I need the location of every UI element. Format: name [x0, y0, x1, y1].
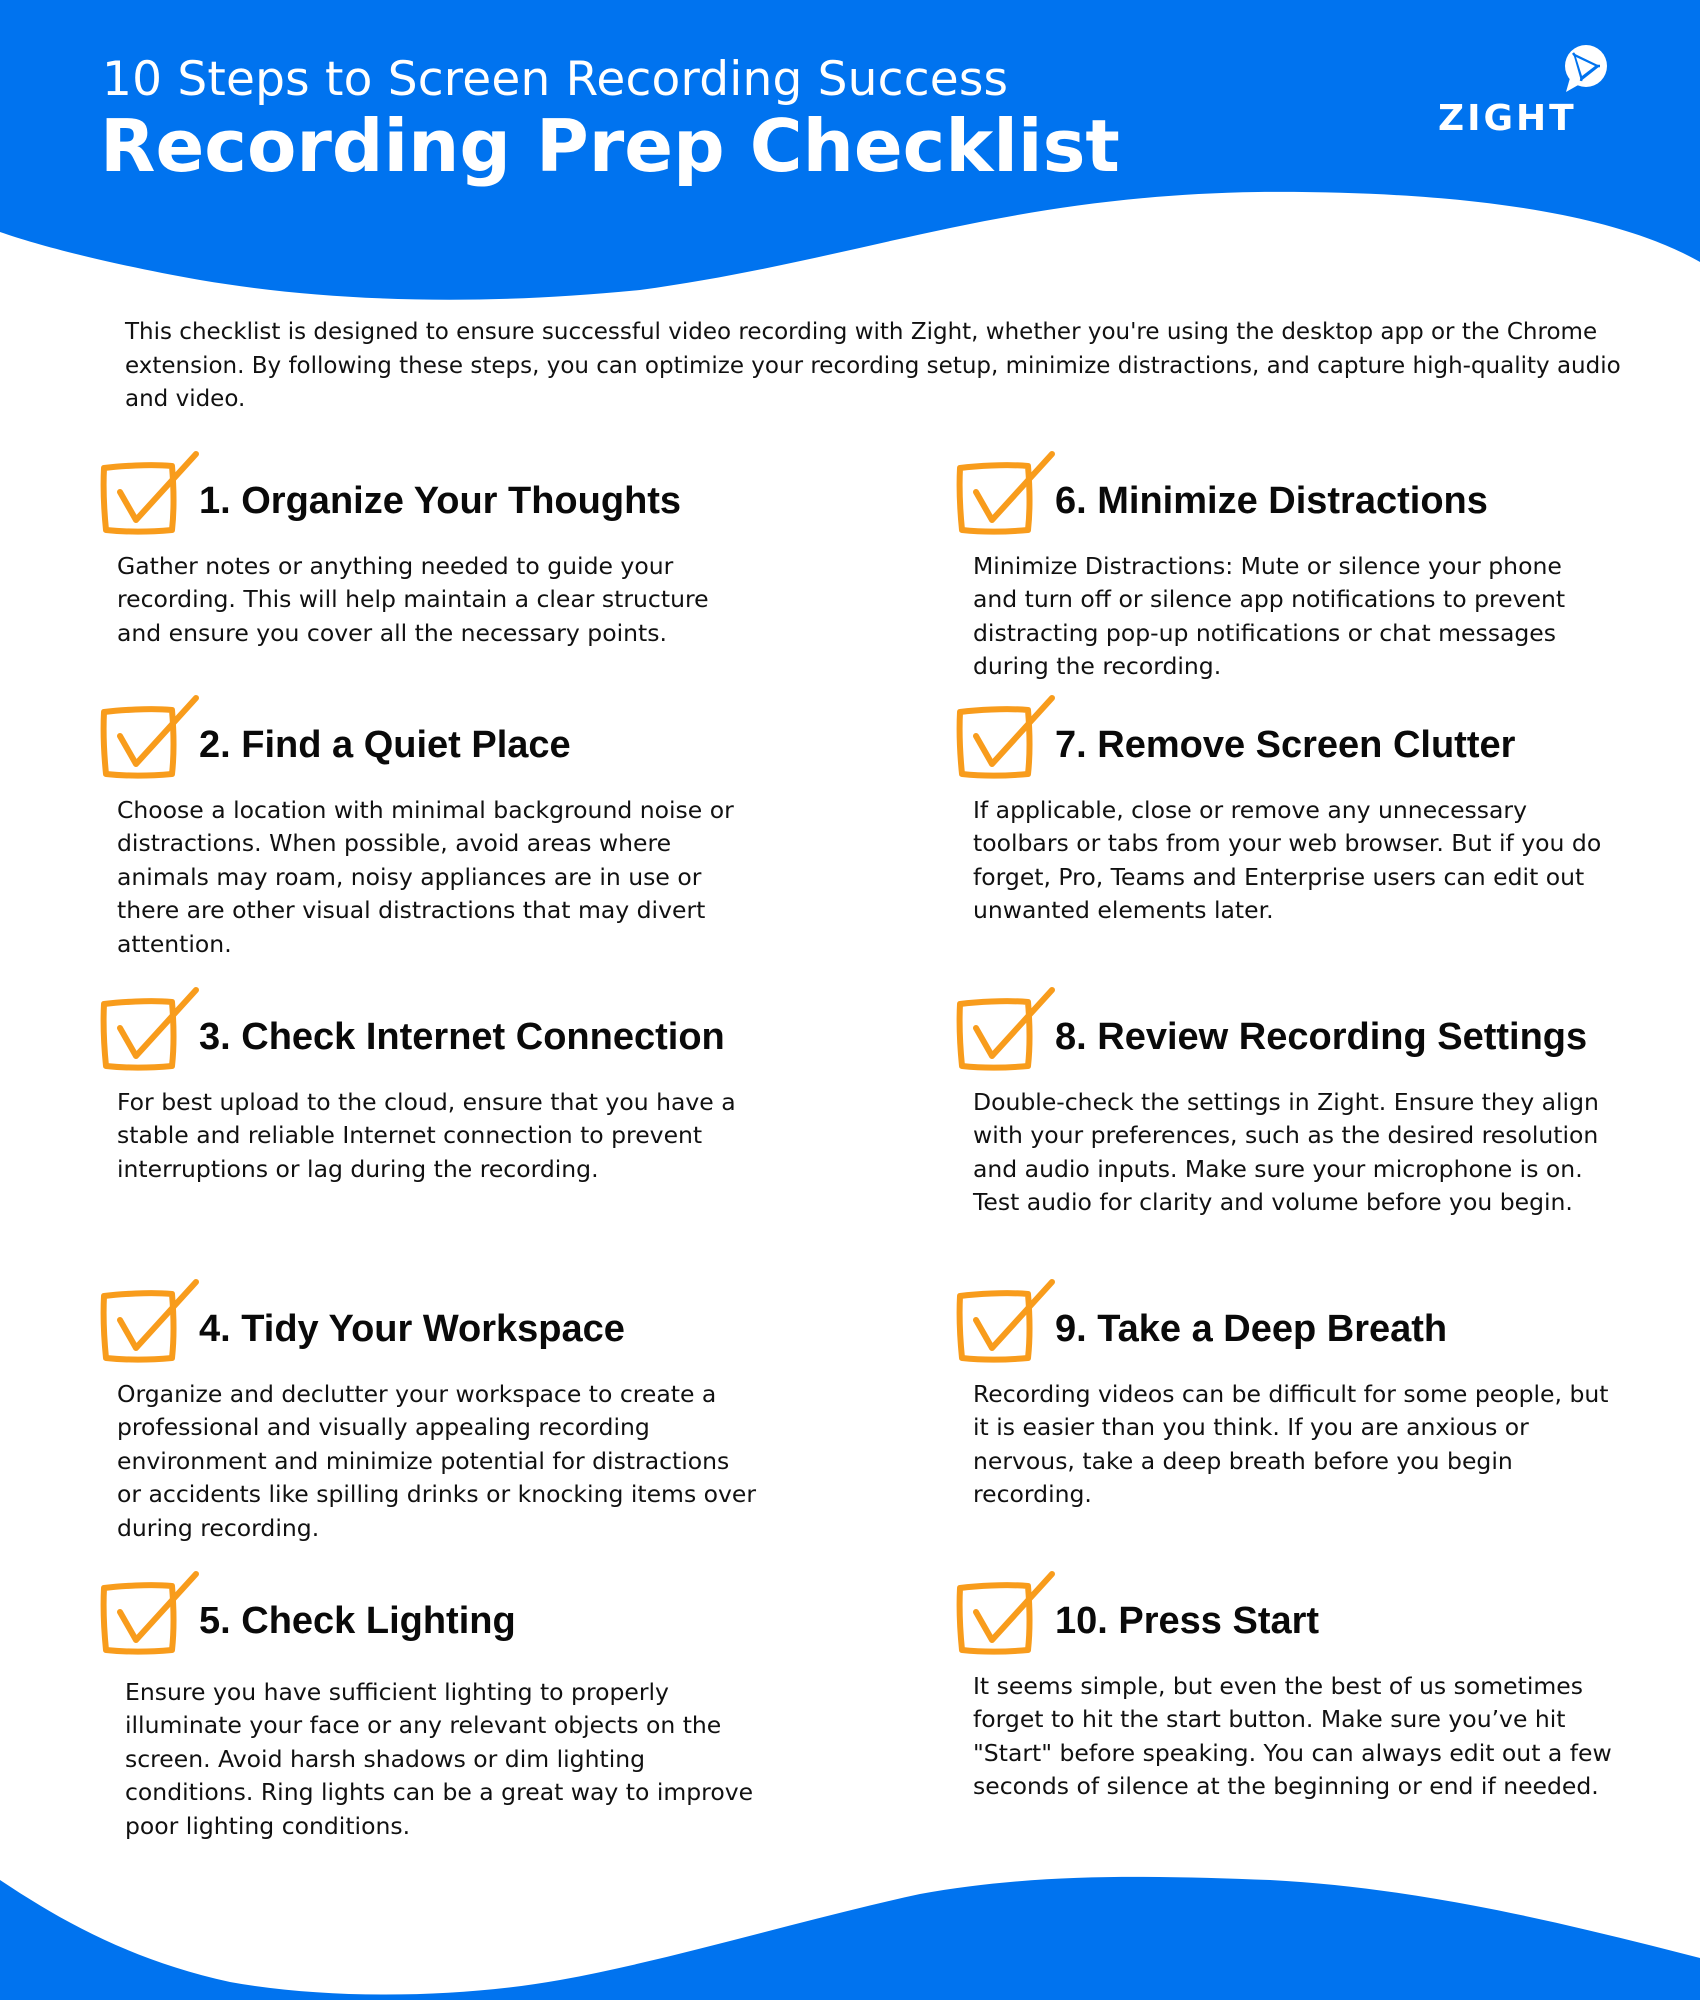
- step-heading: 10. Press Start: [1055, 1600, 1320, 1642]
- step-heading: 8. Review Recording Settings: [1055, 1016, 1588, 1058]
- step-heading: 7. Remove Screen Clutter: [1055, 724, 1516, 766]
- step-heading: 3. Check Internet Connection: [199, 1016, 725, 1058]
- step-heading: 1. Organize Your Thoughts: [199, 480, 682, 522]
- step-heading: 6. Minimize Distractions: [1055, 480, 1488, 522]
- step-heading: 2. Find a Quiet Place: [199, 724, 571, 766]
- step-description: Ensure you have sufficient lighting to properly illuminate your face or any relevant objects on the screen. Avoid harsh shadows or dim lighting conditions. Ring lights can be a great way to improve poor lighting conditions.: [125, 1678, 754, 1840]
- step-description: Organize and declutter your workspace to create a professional and visually appealing recording environment and minimize potential for distractions or accidents like spilling drinks or knocking items over during recording.: [117, 1380, 757, 1542]
- step-description: Choose a location with minimal background noise or distractions. When possible, avoid areas where animals may roam, noisy appliances are in use or there are other visual distractions that may divert attention.: [117, 796, 734, 958]
- footer-wave-background: [0, 1860, 1700, 2000]
- checked-box-icon: [100, 694, 200, 784]
- step-heading: 5. Check Lighting: [199, 1600, 516, 1642]
- zight-logo: [1436, 40, 1606, 140]
- checked-box-icon: [100, 1570, 200, 1660]
- page-subtitle: 10 Steps to Screen Recording Success: [102, 52, 1009, 107]
- step-heading: 4. Tidy Your Workspace: [199, 1308, 625, 1350]
- step-description: It seems simple, but even the best of us sometimes forget to hit the start button. Make sure you’ve hit "Start" before speaking. You can always edit out a few seconds of silence at the beginning or end if needed.: [973, 1672, 1612, 1801]
- step-description: Double-check the settings in Zight. Ensure they align with your preferences, such as the desired resolution and audio inputs. Make sure your microphone is on. Test audio for clarity and volume before you begin.: [973, 1088, 1599, 1217]
- intro-paragraph: This checklist is designed to ensure successful video recording with Zight, whether you're using the desktop app or the Chrome extension. By following these steps, you can optimize your recording setup, minimize distractions, and capture high-quality audio and video.: [125, 319, 1621, 412]
- speech-bubble-play-icon: [1560, 42, 1608, 96]
- checked-box-icon: [100, 986, 200, 1076]
- step-description: Gather notes or anything needed to guide your recording. This will help maintain a clear structure and ensure you cover all the necessary points.: [117, 552, 709, 647]
- checked-box-icon: [956, 1570, 1056, 1660]
- step-description: If applicable, close or remove any unnecessary toolbars or tabs from your web browser. But if you do forget, Pro, Teams and Enterprise users can edit out unwanted elements later.: [973, 796, 1602, 925]
- step-description: Recording videos can be difficult for some people, but it is easier than you think. If you are anxious or nervous, take a deep breath before you begin recording.: [973, 1380, 1609, 1509]
- step-heading: 9. Take a Deep Breath: [1055, 1308, 1448, 1350]
- checked-box-icon: [100, 450, 200, 540]
- step-description: Minimize Distractions: Mute or silence your phone and turn off or silence app notifications to prevent distracting pop-up notifications or chat messages during the recording.: [973, 552, 1566, 681]
- checked-box-icon: [956, 986, 1056, 1076]
- checked-box-icon: [956, 450, 1056, 540]
- checked-box-icon: [956, 694, 1056, 784]
- checked-box-icon: [100, 1278, 200, 1368]
- logo-wordmark: ZIGHT: [1438, 98, 1577, 139]
- checked-box-icon: [956, 1278, 1056, 1368]
- page-title: Recording Prep Checklist: [100, 104, 1120, 188]
- step-description: For best upload to the cloud, ensure that you have a stable and reliable Internet connection to prevent interruptions or lag during the recording.: [117, 1088, 736, 1183]
